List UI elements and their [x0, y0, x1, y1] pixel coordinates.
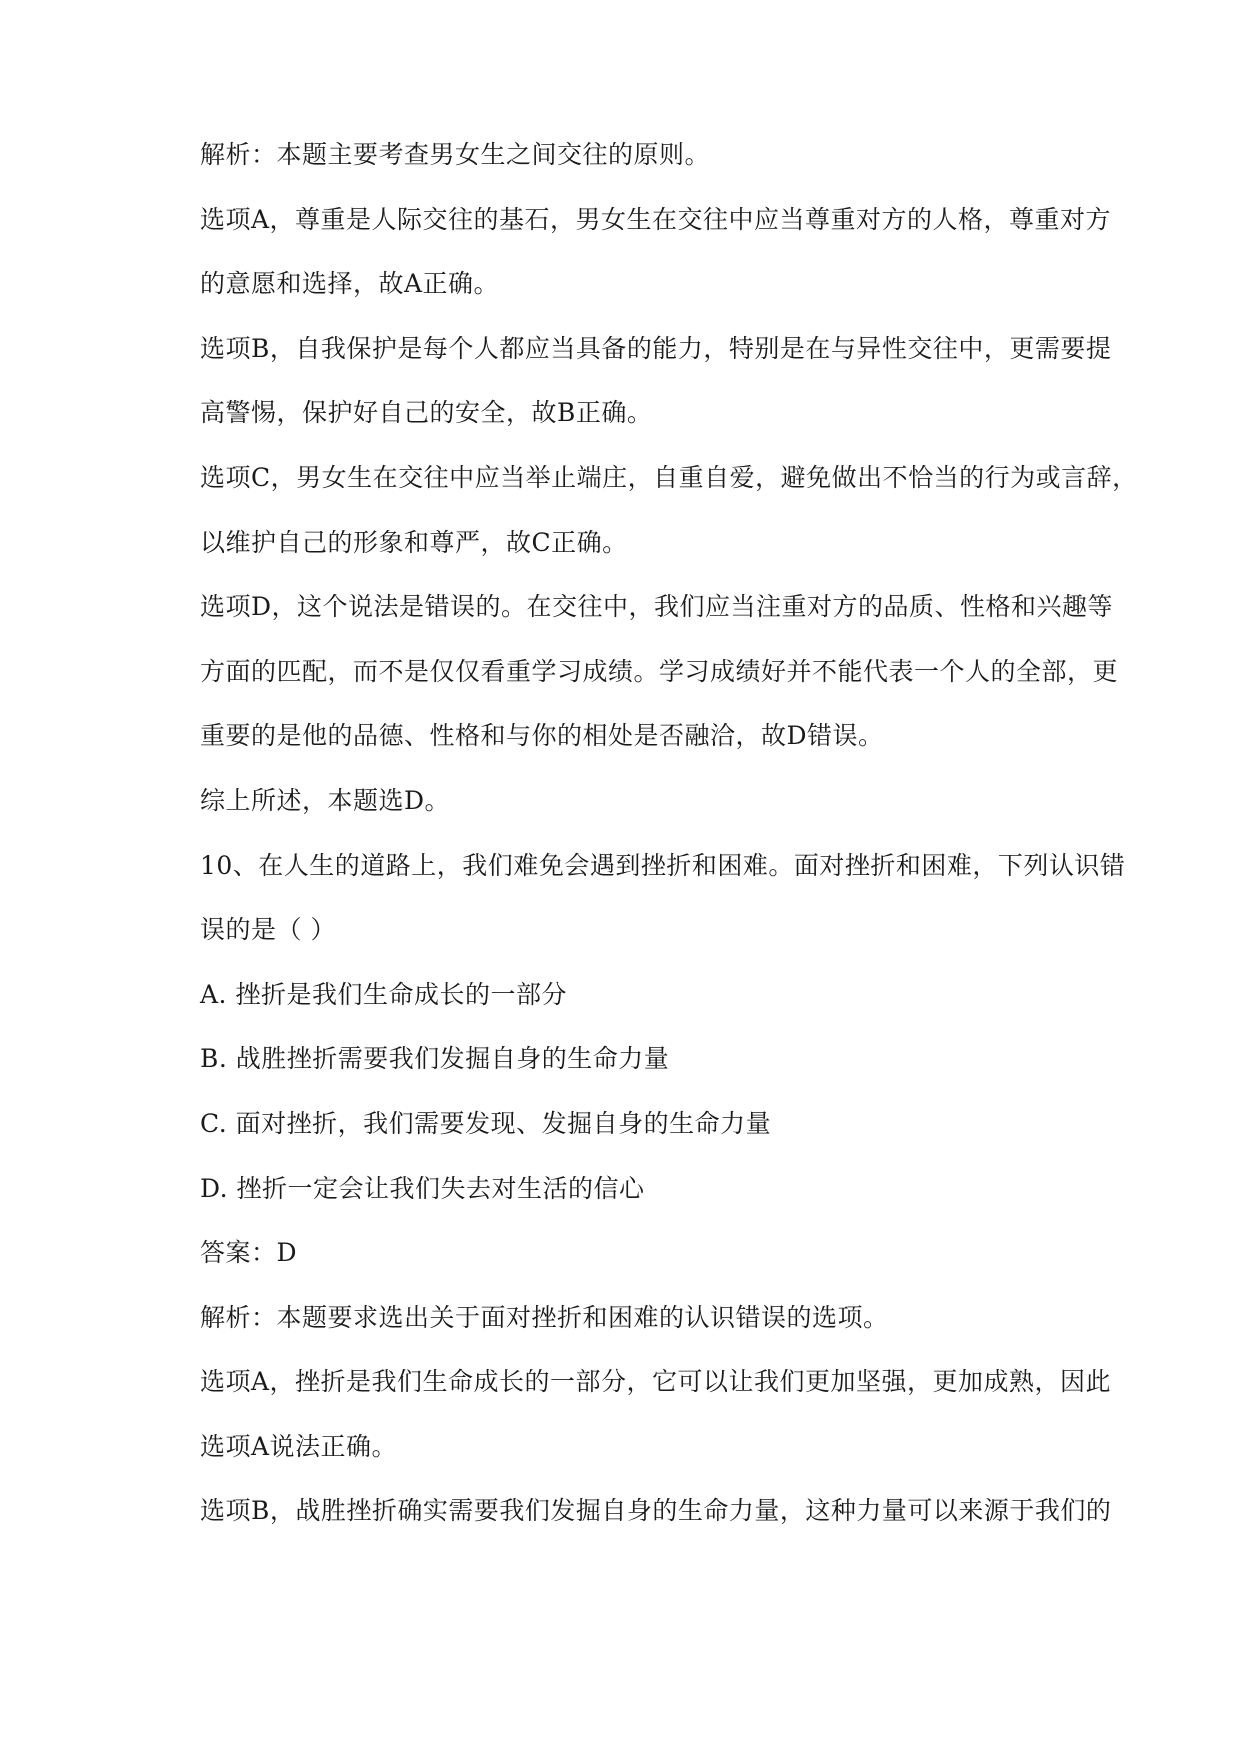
text-line-10a-1: 选项A，挫折是我们生命成长的一部分，它可以让我们更加坚强，更加成熟，因此: [200, 1367, 1112, 1397]
question-10-option-c: C. 面对挫折，我们需要发现、发掘自身的生命力量: [200, 1108, 772, 1138]
text-line-9d-2: 方面的匹配，而不是仅仅看重学习成绩。学习成绩好并不能代表一个人的全部，更: [200, 656, 1119, 686]
text-line-10b-1: 选项B，战胜挫折确实需要我们发掘自身的生命力量，这种力量可以来源于我们的: [200, 1496, 1112, 1526]
text-line-9b-2: 高警惕，保护好自己的安全，故B正确。: [200, 398, 653, 428]
document-body: [200, 140, 1138, 1561]
text-line-9a-1: 选项A，尊重是人际交往的基石，男女生在交往中应当尊重对方的人格，尊重对方: [200, 204, 1112, 234]
question-10-option-a: A. 挫折是我们生命成长的一部分: [200, 979, 567, 1009]
text-line-analysis-9: 解析：本题主要考查男女生之间交往的原则。: [200, 140, 711, 169]
text-line-analysis-10: 解析：本题要求选出关于面对挫折和困难的认识错误的选项。: [200, 1302, 889, 1332]
text-line-9d-3: 重要的是他的品德、性格和与你的相处是否融洽，故D错误。: [200, 721, 884, 751]
text-line-9b-1: 选项B，自我保护是每个人都应当具备的能力，特别是在与异性交往中，更需要提: [200, 333, 1112, 363]
question-10-stem-2: 误的是（ ）: [200, 915, 336, 945]
text-line-9d-1: 选项D，这个说法是错误的。在交往中，我们应当注重对方的品质、性格和兴趣等: [200, 592, 1114, 622]
question-10-answer: 答案：D: [200, 1238, 298, 1268]
question-10-stem-1: 10、在人生的道路上，我们难免会遇到挫折和困难。面对挫折和困难，下列认识错: [200, 850, 1126, 880]
text-line-10a-2: 选项A说法正确。: [200, 1431, 398, 1461]
text-line-9c-2: 以维护自己的形象和尊严，故C正确。: [200, 527, 628, 557]
question-10-option-b: B. 战胜挫折需要我们发掘自身的生命力量: [200, 1044, 670, 1074]
text-line-9c-1: 选项C，男女生在交往中应当举止端庄，自重自爱，避免做出不恰当的行为或言辞，: [200, 462, 1138, 492]
text-line-summary-9: 综上所述，本题选D。: [200, 785, 451, 815]
text-line-9a-2: 的意愿和选择，故A正确。: [200, 269, 500, 299]
question-10-option-d: D. 挫折一定会让我们失去对生活的信心: [200, 1173, 645, 1203]
